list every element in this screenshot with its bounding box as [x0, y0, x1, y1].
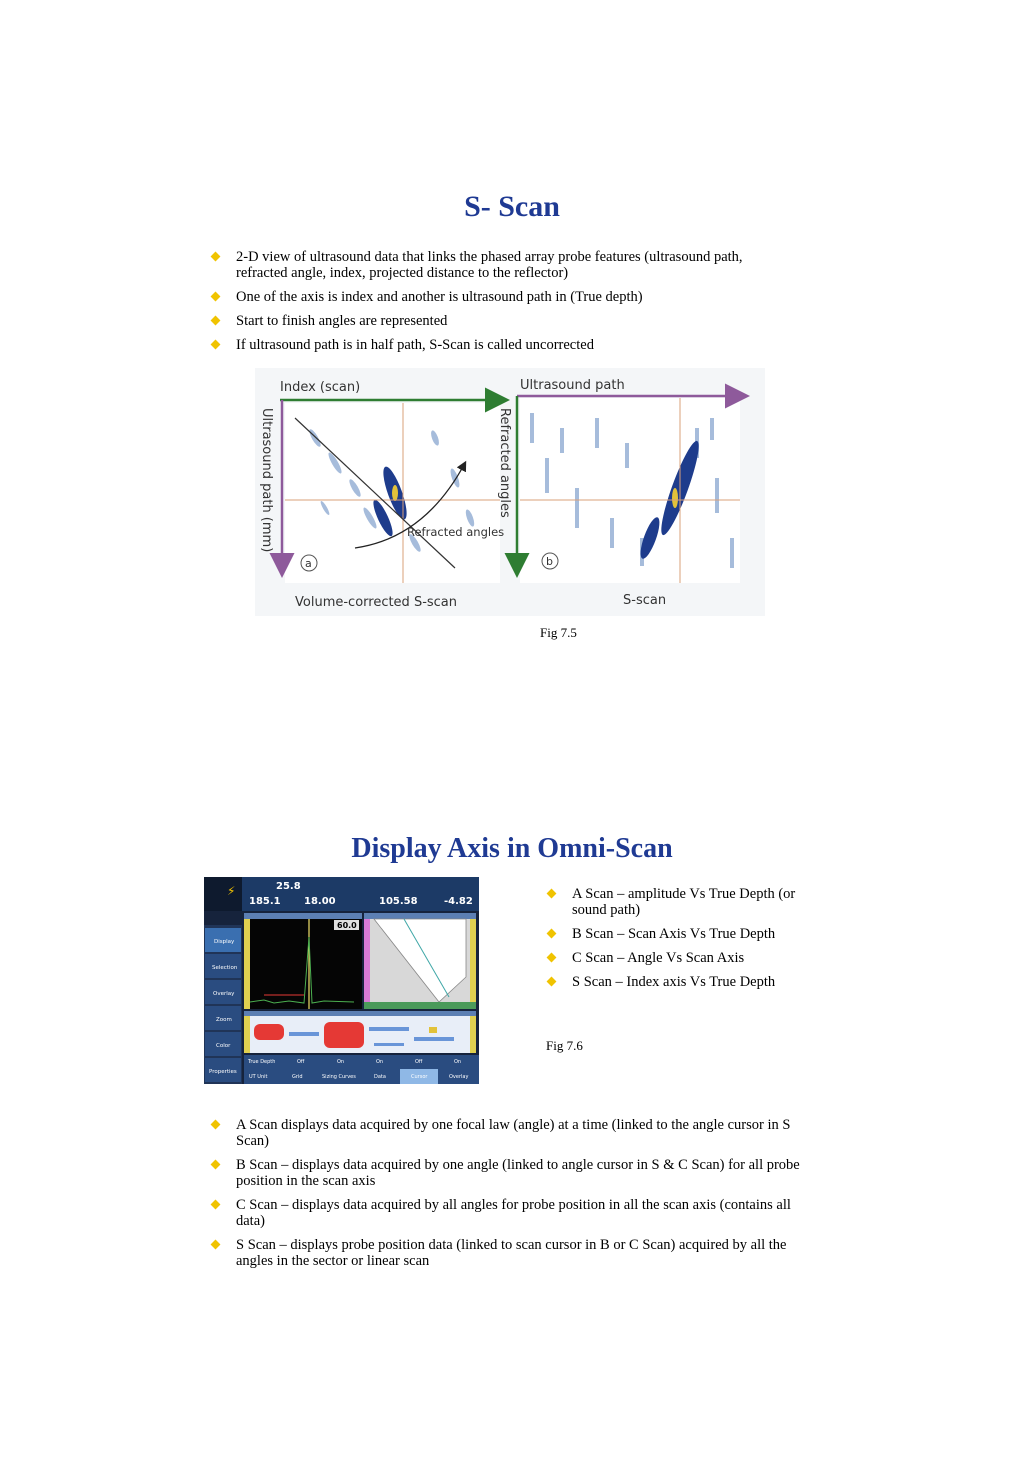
bottom-button[interactable]: UT Unit	[249, 1074, 268, 1080]
diamond-bullet-icon	[547, 889, 557, 899]
diamond-bullet-icon	[211, 1200, 221, 1210]
list-item: B Scan – Scan Axis Vs True Depth	[546, 926, 811, 942]
setting-value: Off	[415, 1059, 423, 1065]
diamond-bullet-icon	[211, 252, 221, 262]
setting-value: On	[376, 1059, 384, 1065]
diamond-bullet-icon	[211, 1120, 221, 1130]
omni-scan-axis-list	[546, 886, 811, 998]
s-scan-caption: S-scan	[623, 593, 667, 608]
bottom-button[interactable]: Cursor	[411, 1074, 428, 1080]
list-item: C Scan – Angle Vs Scan Axis	[546, 950, 811, 966]
list-item: If ultrasound path is in half path, S-Scan is called uncorrected	[210, 337, 790, 353]
scan-description-list	[210, 1117, 800, 1277]
volume-corrected-caption: Volume-corrected S-scan	[295, 595, 458, 610]
list-item: B Scan – displays data acquired by one angle (linked to angle cursor in S & C Scan) for all probe position in the scan axis	[210, 1157, 800, 1189]
list-item: S Scan – displays probe position data (linked to scan cursor in B or C Scan) acquired by all the angles in the sector or linear scan	[210, 1237, 800, 1269]
side-menu	[204, 925, 242, 1084]
refracted-angles-axis-label: Refracted angles	[497, 408, 512, 518]
s-scan-image	[520, 398, 740, 583]
readout-value: 105.58	[379, 896, 418, 907]
setting-value: True Depth	[248, 1059, 276, 1065]
a-scan-panel	[244, 913, 362, 1009]
c-scan-panel	[244, 1011, 476, 1053]
bottom-button-bar	[244, 1055, 479, 1084]
list-item: S Scan – Index axis Vs True Depth	[546, 974, 811, 990]
side-menu-item[interactable]: Color	[216, 1043, 231, 1049]
list-item: 2-D view of ultrasound data that links the phased array probe features (ultrasound path, refracted angle, index, projected distance to the reflector)	[210, 249, 790, 281]
diamond-bullet-icon	[211, 292, 221, 302]
side-menu-item[interactable]: Properties	[209, 1069, 237, 1075]
readout-value: 185.1	[249, 896, 281, 907]
readout-value: 25.8	[276, 881, 301, 892]
marker-a-label: a	[305, 557, 312, 570]
marker-b-label: b	[546, 555, 553, 568]
s-scan-figure	[255, 368, 765, 616]
setting-value: On	[337, 1059, 345, 1065]
setting-value: Off	[297, 1059, 305, 1065]
ultrasound-path-top-label: Ultrasound path	[520, 378, 625, 393]
diamond-bullet-icon	[547, 977, 557, 987]
list-item: One of the axis is index and another is ultrasound path in (True depth)	[210, 289, 790, 305]
bottom-button[interactable]: Overlay	[449, 1074, 469, 1080]
readout-value: 18.00	[304, 896, 336, 907]
ultrasound-path-axis-label: Ultrasound path (mm)	[259, 408, 274, 553]
diamond-bullet-icon	[547, 929, 557, 939]
bottom-button[interactable]: Sizing Curves	[322, 1074, 356, 1080]
bottom-button[interactable]: Data	[374, 1074, 386, 1080]
side-menu-item[interactable]: Zoom	[216, 1017, 232, 1023]
omni-scan-screenshot	[204, 877, 479, 1084]
list-item: C Scan – displays data acquired by all angles for probe position in all the scan axis (contains all data)	[210, 1197, 800, 1229]
volume-corrected-scan-image	[285, 403, 500, 583]
s-scan-panel	[364, 913, 476, 1009]
side-menu-item[interactable]: Display	[214, 939, 235, 945]
angle-readout: 60.0	[337, 921, 357, 930]
diamond-bullet-icon	[211, 1240, 221, 1250]
list-item: A Scan displays data acquired by one focal law (angle) at a time (linked to the angle cursor in S Scan)	[210, 1117, 800, 1149]
side-menu-item[interactable]: Overlay	[213, 991, 235, 997]
diamond-bullet-icon	[547, 953, 557, 963]
diamond-bullet-icon	[211, 316, 221, 326]
side-menu-item[interactable]: Selection	[212, 965, 238, 971]
index-scan-label: Index (scan)	[280, 380, 361, 395]
fig-7-6-caption: Fig 7.6	[546, 1038, 583, 1053]
fig-7-5-caption: Fig 7.5	[540, 625, 577, 640]
page-title-omni-scan: Display Axis in Omni-Scan	[351, 833, 673, 864]
lightning-icon: ⚡	[227, 884, 236, 898]
diamond-bullet-icon	[211, 1160, 221, 1170]
s-scan-bullet-list	[210, 249, 790, 361]
list-item: A Scan – amplitude Vs True Depth (or sound path)	[546, 886, 811, 918]
refracted-angles-note: Refracted angles	[407, 525, 505, 539]
page-title-s-scan: S- Scan	[464, 190, 560, 223]
diamond-bullet-icon	[211, 340, 221, 350]
setting-value: On	[454, 1059, 462, 1065]
readout-value: -4.82	[444, 896, 473, 907]
bottom-button[interactable]: Grid	[292, 1074, 303, 1080]
list-item: Start to finish angles are represented	[210, 313, 790, 329]
